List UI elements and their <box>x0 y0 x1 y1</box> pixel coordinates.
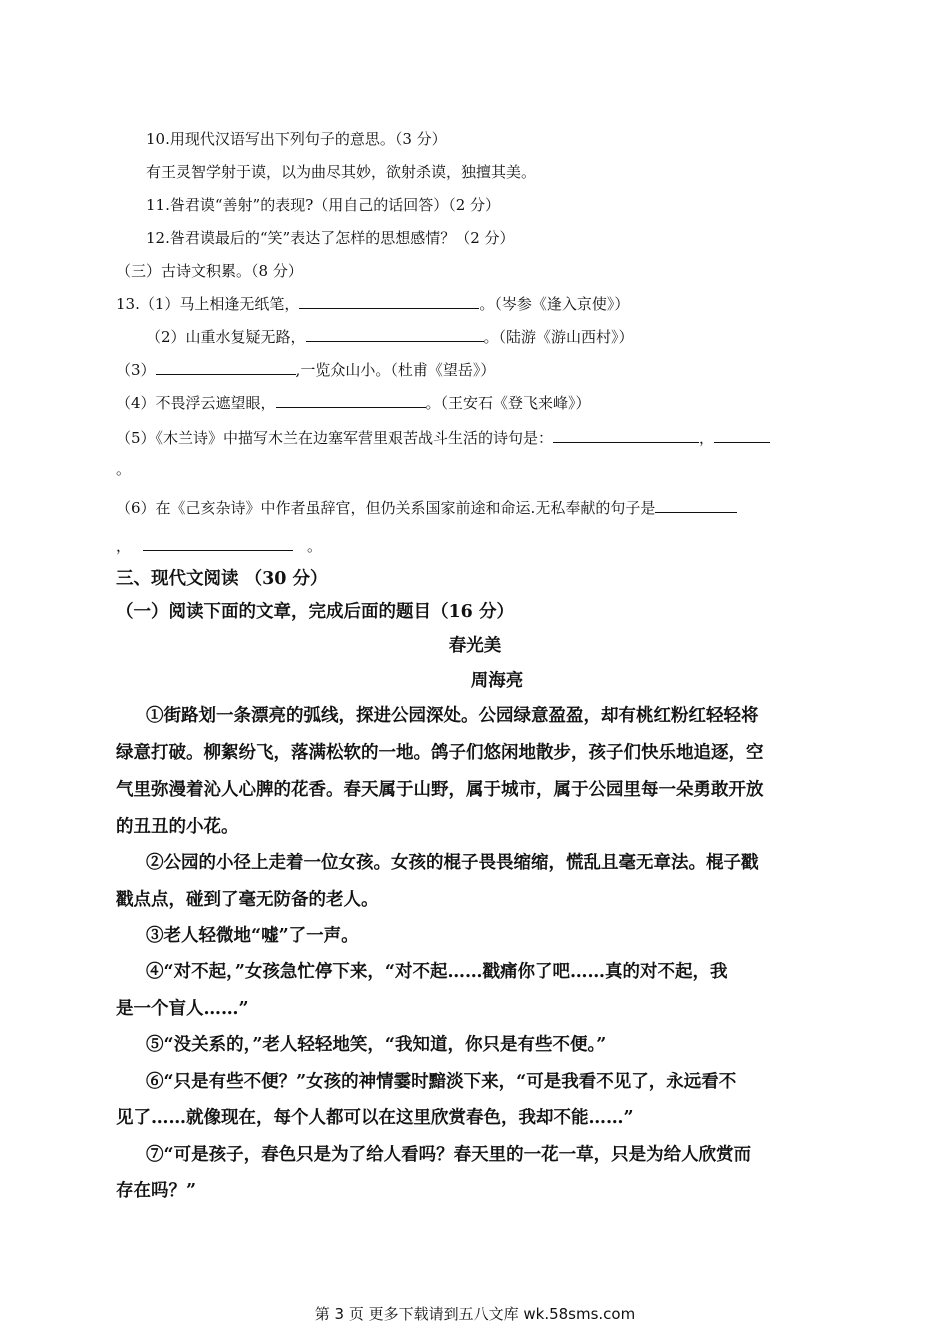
question-13-5-end: 。 <box>116 460 132 478</box>
q13-6-prefix: （6）在《己亥杂诗》中作者虽辞官，但仍关系国家前途和命运.无私奉献的句子是 <box>116 499 656 517</box>
q13-1-prefix: 13.（1）马上相逢无纸笔， <box>116 295 300 313</box>
paragraph-6-line-2: 见了……就像现在，每个人都可以在这里欣赏春色，我却不能……” <box>116 1108 634 1128</box>
q13-4-blank[interactable] <box>276 393 426 408</box>
paragraph-1-line-1: ①街路划一条漂亮的弧线，探进公园深处。公园绿意盈盈，却有桃红粉红轻轻将 <box>146 706 759 726</box>
paragraph-5: ⑤“没关系的，”老人轻轻地笑，“我知道，你只是有些不便。” <box>146 1035 607 1055</box>
question-13-2 <box>146 327 634 347</box>
q13-3-prefix: （3） <box>116 361 156 379</box>
q13-6-period: 。 <box>307 537 323 555</box>
q13-4-suffix: 。（王安石《登飞来峰》） <box>425 394 591 412</box>
question-10: 10.用现代汉语写出下列句子的意思。（3 分） <box>146 130 447 148</box>
part-3-subheading: （一）阅读下面的文章，完成后面的题目（16 分） <box>116 602 514 622</box>
question-13-6-line2 <box>116 536 322 556</box>
q13-2-suffix: 。（陆游《游山西村》） <box>483 328 634 346</box>
q13-3-suffix: ,一览众山小。（杜甫《望岳》） <box>295 361 496 379</box>
q13-5-blank-1[interactable] <box>553 428 699 443</box>
paragraph-2-line-1: ②公园的小径上走着一位女孩。女孩的棍子畏畏缩缩，慌乱且毫无章法。棍子戳 <box>146 853 759 873</box>
question-10-sentence: 有王灵智学射于谟，以为曲尽其妙，欲射杀谟，独擅其美。 <box>146 163 537 181</box>
question-13-6 <box>116 498 737 518</box>
q13-1-blank[interactable] <box>299 294 479 309</box>
question-13-5 <box>116 428 770 448</box>
section-3-heading: （三）古诗文积累。（8 分） <box>116 262 303 280</box>
paragraph-1-line-4: 的丑丑的小花。 <box>116 817 239 837</box>
q13-3-blank[interactable] <box>156 360 296 375</box>
paragraph-7-line-2: 存在吗？” <box>116 1181 197 1201</box>
article-author: 周海亮 <box>470 671 524 691</box>
q13-2-prefix: （2）山重水复疑无路， <box>146 328 306 346</box>
paragraph-4-line-1: ④“对不起，”女孩急忙停下来，“对不起……戳痛你了吧……真的对不起，我 <box>146 962 728 982</box>
q13-5-prefix: （5）《木兰诗》中描写木兰在边塞军营里艰苦战斗生活的诗句是： <box>116 429 554 447</box>
question-13-3 <box>116 360 495 380</box>
paragraph-7-line-1: ⑦“可是孩子，春色只是为了给人看吗？春天里的一花一草，只是为给人欣赏而 <box>146 1145 752 1165</box>
question-13-1 <box>116 294 629 314</box>
q13-6-comma: ， <box>116 537 132 555</box>
q13-2-blank[interactable] <box>306 327 484 342</box>
paragraph-3: ③老人轻微地“嘘”了一声。 <box>146 926 359 946</box>
question-13-4 <box>116 393 591 413</box>
q13-4-prefix: （4）不畏浮云遮望眼， <box>116 394 276 412</box>
paragraph-1-line-3: 气里弥漫着沁人心脾的花香。春天属于山野，属于城市，属于公园里每一朵勇敢开放 <box>116 780 764 800</box>
q13-6-blank-2[interactable] <box>143 536 293 551</box>
paragraph-2-line-2: 戳点点，碰到了毫无防备的老人。 <box>116 890 379 910</box>
q13-5-comma: ， <box>699 429 715 447</box>
page-footer: 第 3 页 更多下载请到五八文库 wk.58sms.com <box>314 1305 636 1323</box>
paragraph-4-line-2: 是一个盲人……” <box>116 999 249 1019</box>
paragraph-6-line-1: ⑥“只是有些不便？”女孩的神情霎时黯淡下来，“可是我看不见了，永远看不 <box>146 1072 737 1092</box>
q13-1-suffix: 。（岑参《逢入京使》） <box>479 295 630 313</box>
q13-6-blank-1[interactable] <box>655 498 737 513</box>
article-title: 春光美 <box>448 636 502 656</box>
part-3-heading: 三、现代文阅读 （30 分） <box>116 569 328 589</box>
question-11: 11.昝君谟“善射”的表现?（用自己的话回答）（2 分） <box>146 196 501 214</box>
question-12: 12.昝君谟最后的“笑”表达了怎样的思想感情？（2 分） <box>146 229 515 247</box>
q13-5-blank-2[interactable] <box>714 428 770 443</box>
paragraph-1-line-2: 绿意打破。柳絮纷飞，落满松软的一地。鸽子们悠闲地散步，孩子们快乐地追逐，空 <box>116 743 764 763</box>
